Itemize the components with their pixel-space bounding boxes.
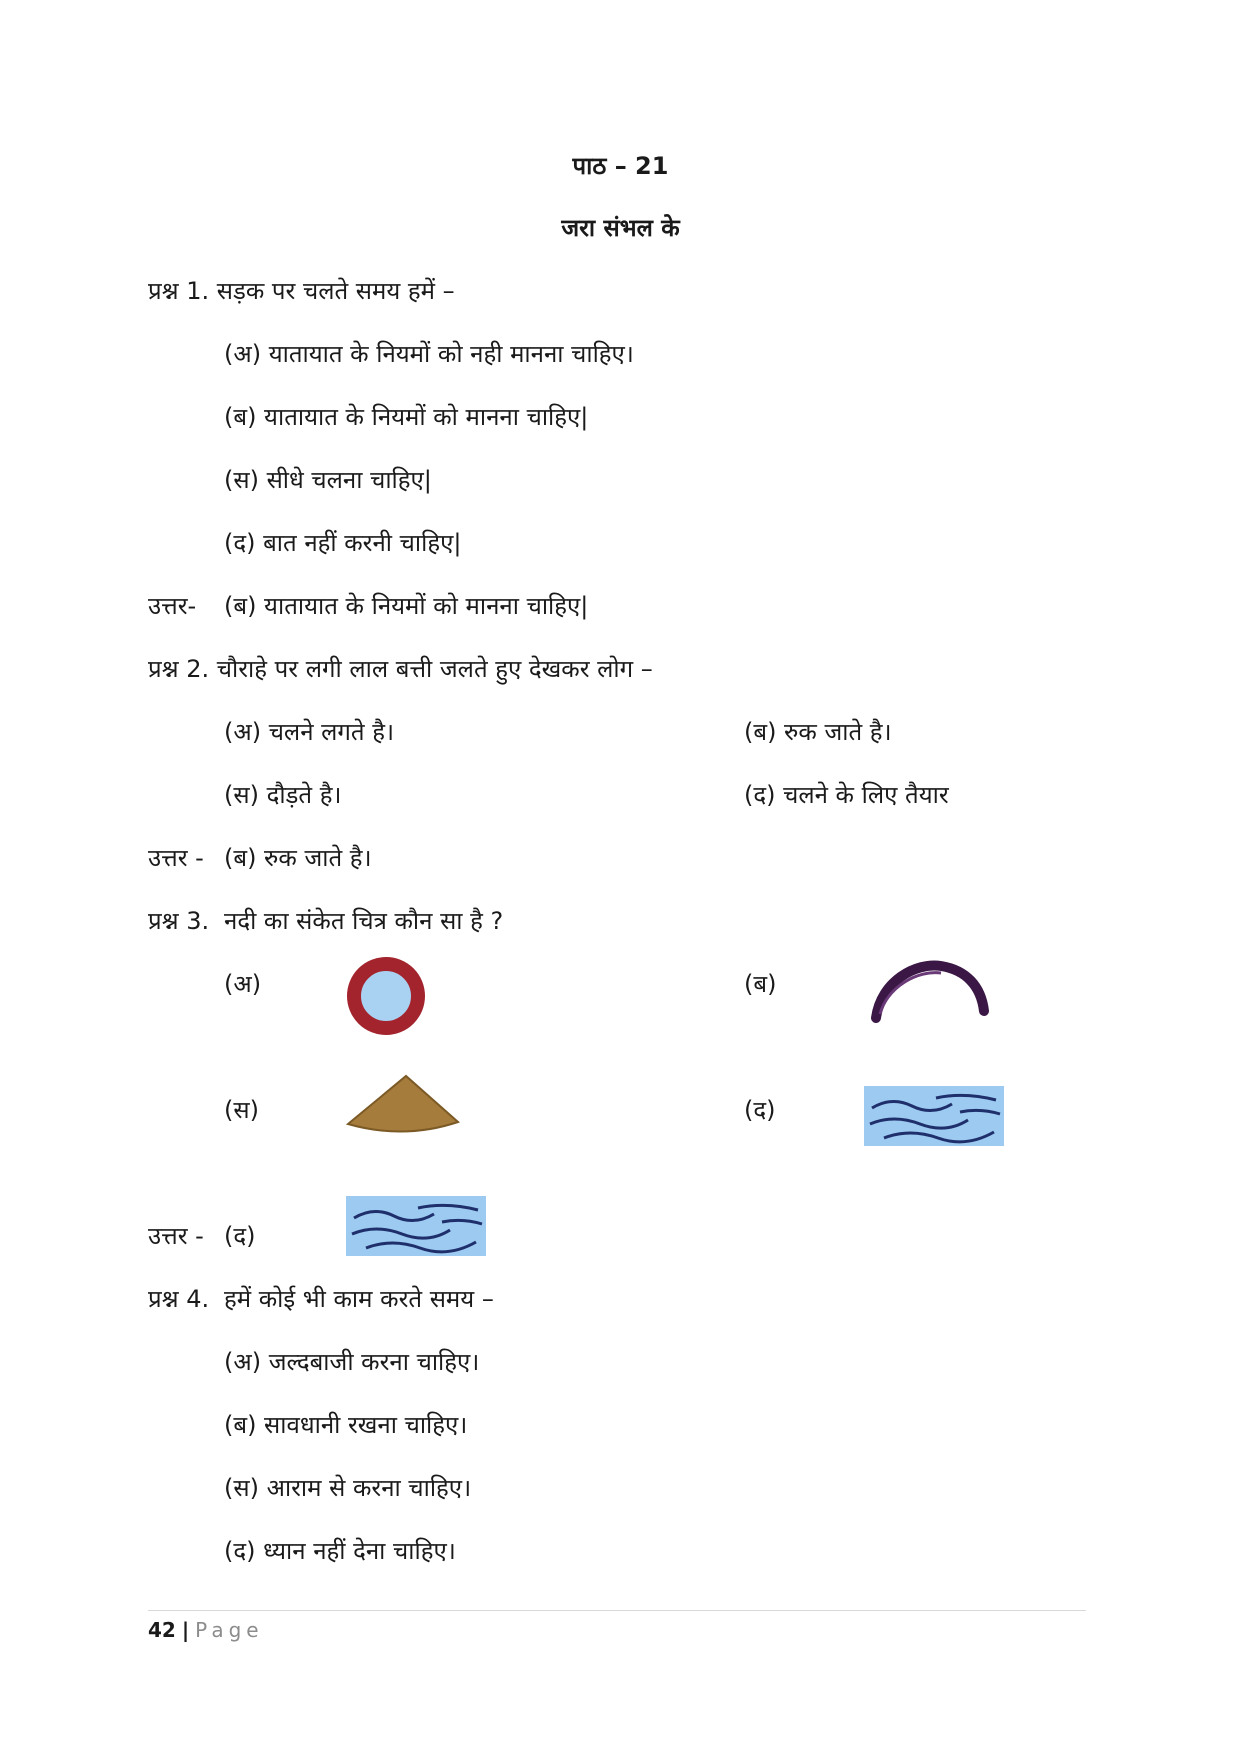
- q2-option-b: (ब) रुक जाते है।: [744, 718, 892, 746]
- q1-option-c: (स) सीधे चलना चाहिए|: [224, 466, 432, 494]
- q4-option-b: (ब) सावधानी रखना चाहिए।: [224, 1411, 468, 1439]
- question-3-number: प्रश्न 3.: [148, 907, 210, 935]
- q4-option-d: (द) ध्यान नहीं देना चाहिए।: [224, 1537, 456, 1565]
- question-2: प्रश्न 2. चौराहे पर लगी लाल बत्ती जलते हुए देखकर लोग –: [148, 655, 653, 683]
- question-4: हमें कोई भी काम करते समय –: [224, 1285, 494, 1313]
- footer-separator: |: [181, 1618, 190, 1642]
- q4-option-c: (स) आराम से करना चाहिए।: [224, 1474, 472, 1502]
- q3-option-d: (द): [744, 1096, 776, 1124]
- q2-option-c: (स) दौड़ते है।: [224, 781, 342, 809]
- q4-option-a: (अ) जल्दबाजी करना चाहिए।: [224, 1348, 480, 1376]
- q3-option-a: (अ): [224, 970, 262, 998]
- q2-option-d: (द) चलने के लिए तैयार: [744, 781, 949, 809]
- q3-answer: (द): [224, 1222, 256, 1250]
- circle-ring-icon: [346, 956, 426, 1036]
- question-1: प्रश्न 1. सड़क पर चलते समय हमें –: [148, 277, 455, 305]
- question-3: नदी का संकेत चित्र कौन सा है ?: [224, 907, 504, 935]
- mound-icon: [344, 1068, 462, 1138]
- lesson-number: पाठ – 21: [572, 152, 669, 180]
- q2-answer-label: उत्तर -: [148, 844, 204, 872]
- q3-answer-label: उत्तर -: [148, 1222, 204, 1250]
- q1-answer: (ब) यातायात के नियमों को मानना चाहिए|: [224, 592, 589, 620]
- arc-icon: [866, 956, 996, 1026]
- q1-answer-label: उत्तर-: [148, 592, 197, 620]
- question-4-number: प्रश्न 4.: [148, 1285, 210, 1313]
- q3-option-c: (स): [224, 1096, 259, 1124]
- river-waves-icon: [864, 1086, 1004, 1146]
- page-footer: [148, 1616, 264, 1644]
- q3-option-b: (ब): [744, 970, 777, 998]
- q1-option-b: (ब) यातायात के नियमों को मानना चाहिए|: [224, 403, 589, 431]
- river-waves-icon: [346, 1196, 486, 1256]
- q2-answer: (ब) रुक जाते है।: [224, 844, 372, 872]
- footer-divider: [148, 1610, 1086, 1611]
- lesson-title: जरा संभल के: [561, 214, 680, 242]
- page-number: 42: [148, 1618, 176, 1642]
- q1-option-a: (अ) यातायात के नियमों को नही मानना चाहिए।: [224, 340, 634, 368]
- q2-option-a: (अ) चलने लगते है।: [224, 718, 395, 746]
- q1-option-d: (द) बात नहीं करनी चाहिए|: [224, 529, 462, 557]
- page-word: Page: [195, 1618, 264, 1642]
